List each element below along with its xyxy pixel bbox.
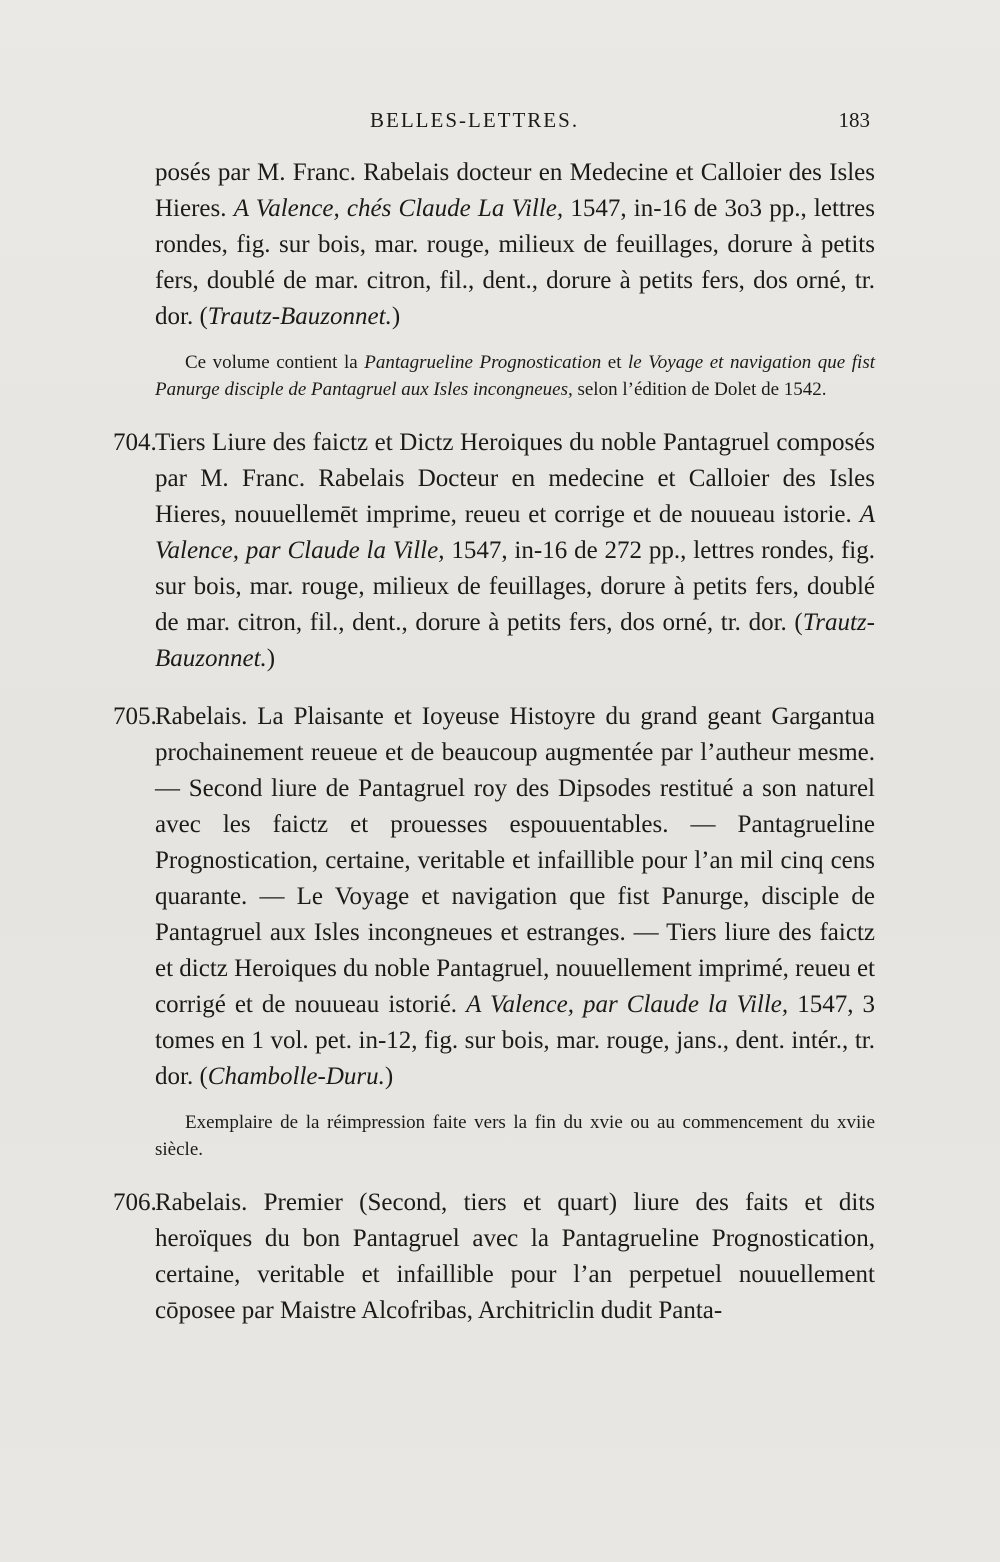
entry-number: 705. (113, 703, 157, 730)
note-text-segment: Exemplaire de la réimpression faite vers la fin du xvie ou au commencement du xviie siècle. (155, 1112, 875, 1160)
entry-number: 706. (113, 1189, 157, 1216)
note-text-segment: selon l’édition de Dolet de 1542. (572, 379, 827, 400)
catalogue-entry (155, 155, 875, 403)
page-content (113, 155, 876, 1351)
catalogue-entry (113, 1185, 875, 1329)
entry-text-segment: Rabelais. La Plaisante et Ioyeuse Histoyre du grand geant Gargantua prochainement reueue et de beaucoup augmentée par l’autheur mesme. — Second liure de Pantagruel roy des Dipsodes restitué a son naturel avec les faictz et prouesses espouuentables. — Pantagrueline Prognostication, certaine, veritable et infaillible pour l’an mil cinq cens quarante. — Le Voyage et navigation que fist Panurge, disciple de Pantagruel aux Isles incongneues et estranges. — Tiers liure des faictz et dictz Heroiques du noble Pantagruel, nouuellement imprimé, reueu et corrigé et de nouueau istorié. (155, 703, 875, 1018)
page-header (150, 108, 870, 138)
entry-text (155, 155, 875, 335)
entry-text-segment: ) (266, 645, 276, 672)
entry-text (113, 425, 876, 677)
note-text-segment: Ce volume contient la (185, 352, 365, 373)
entry-note (155, 349, 875, 403)
entry-text (113, 1185, 875, 1329)
italic-text: Trautz-Bauzonnet. (207, 303, 392, 330)
entry-note (155, 1109, 875, 1163)
catalogue-entry (113, 425, 876, 677)
entry-text-segment: posés par M. Franc. Rabelais docteur en Medecine et Calloier des Isles Hieres. (155, 159, 875, 222)
running-title: BELLES-LETTRES. (370, 108, 580, 132)
entry-text-segment: ) (384, 1063, 394, 1090)
italic-text: Pantagrueline Prognostication (364, 352, 602, 373)
entry-text-segment: Rabelais. Premier (Second, tiers et quart) liure des faits et dits heroïques du bon Pantagruel avec la Pantagrueline Prognostication, certaine, veritable et infaillible pour l’an perpetuel nouuellement cōposee par Maistre Alcofribas, Architriclin dudit Panta- (155, 1189, 875, 1324)
italic-text: A Valence, par Claude la Ville, (155, 501, 875, 564)
entry-number: 704. (113, 429, 157, 456)
catalogue-entry (113, 699, 876, 1163)
entry-text-segment: 1547, in-16 de 272 pp., lettres rondes, fig. sur bois, mar. rouge, milieux de feuillages, dorure à petits fers, doublé de mar. citron, fil., dent., dorure à petits fers, dos orné, tr. dor. ( (155, 537, 876, 636)
entry-text-segment: 1547, in-16 de 3o3 pp., lettres rondes, fig. sur bois, mar. rouge, milieux de feuillages, dorure à petits fers, doublé de mar. citron, fil., dent., dorure à petits fers, dos orné, tr. dor. ( (155, 195, 875, 330)
italic-text: Trautz-Bauzonnet. (155, 609, 875, 672)
page-number: 183 (838, 108, 870, 132)
italic-text: Chambolle-Duru. (207, 1063, 385, 1090)
italic-text: le Voyage et navigation que fist Panurge disciple de Pantagruel aux Isles incongneues, (155, 352, 875, 400)
note-text-segment: et (601, 352, 629, 373)
italic-text: A Valence, par Claude la Ville, (466, 991, 789, 1018)
italic-text: A Valence, chés Claude La Ville, (233, 195, 564, 222)
entry-text-segment: Tiers Liure des faictz et Dictz Heroiques du noble Pantagruel composés par M. Franc. Rabelais Docteur en medecine et Calloier des Isles Hieres, nouuellemēt imprime, reueu et corrige et de nouueau istorie. (155, 429, 875, 528)
entry-text-segment: ) (391, 303, 401, 330)
entry-text (113, 699, 876, 1095)
entry-text-segment: 1547, 3 tomes en 1 vol. pet. in-12, fig. sur bois, mar. rouge, jans., dent. intér., tr. dor. ( (155, 991, 876, 1090)
